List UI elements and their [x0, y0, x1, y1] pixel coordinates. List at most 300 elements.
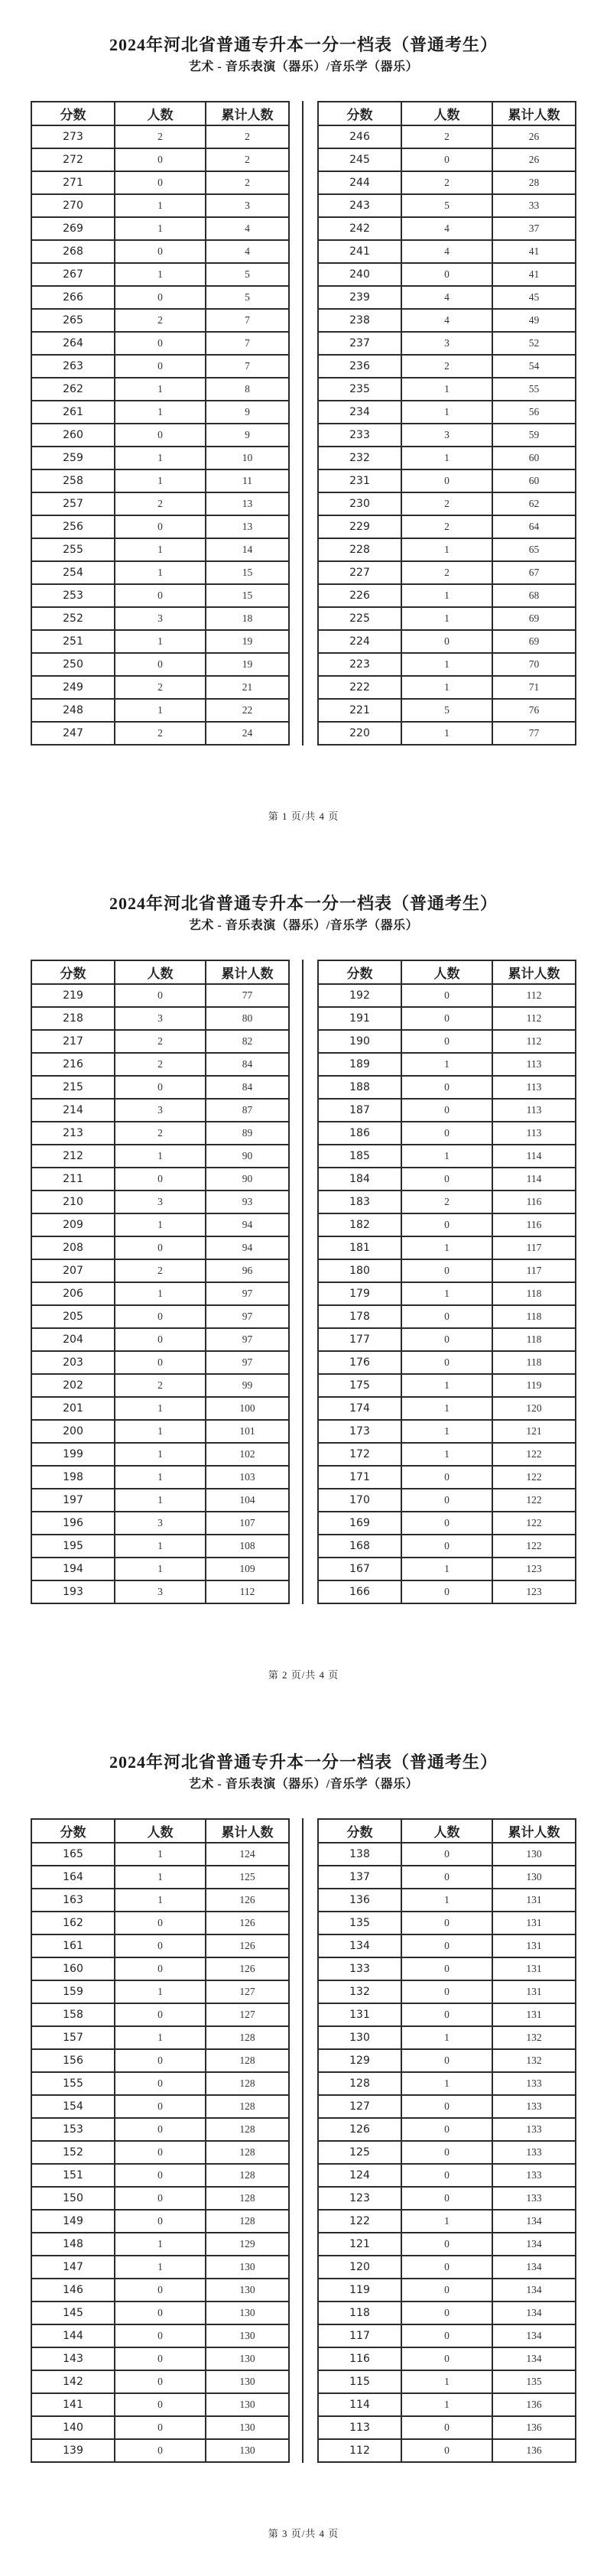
cumulative-cell: 7 [206, 355, 289, 378]
table-row [318, 584, 576, 607]
score-cell: 248 [31, 699, 115, 722]
cumulative-cell: 97 [206, 1305, 289, 1328]
cumulative-cell: 133 [492, 2141, 576, 2164]
score-cell: 192 [318, 984, 401, 1007]
cumulative-cell: 114 [492, 1168, 576, 1191]
cumulative-cell: 26 [492, 148, 576, 171]
column-header-count: 人数 [115, 960, 206, 984]
table-row [318, 217, 576, 240]
cumulative-cell: 19 [206, 630, 289, 653]
score-cell: 273 [31, 125, 115, 148]
cumulative-cell: 121 [492, 1420, 576, 1443]
cumulative-cell: 112 [492, 1030, 576, 1053]
table-row [318, 676, 576, 699]
score-cell: 146 [31, 2279, 115, 2302]
cumulative-cell: 67 [492, 561, 576, 584]
count-cell: 0 [115, 1912, 206, 1934]
count-cell: 2 [115, 1053, 206, 1076]
column-header-cumulative: 累计人数 [206, 960, 289, 984]
cumulative-cell: 45 [492, 286, 576, 309]
cumulative-cell: 128 [206, 2118, 289, 2141]
count-cell: 0 [401, 1912, 492, 1934]
table-row [318, 2003, 576, 2026]
column-header-score: 分数 [318, 1819, 401, 1843]
score-cell: 180 [318, 1259, 401, 1282]
table-row [318, 1558, 576, 1580]
count-cell: 1 [115, 2233, 206, 2256]
column-header-count: 人数 [115, 102, 206, 125]
count-cell: 0 [115, 584, 206, 607]
score-cell: 244 [318, 171, 401, 194]
score-cell: 166 [318, 1580, 401, 1603]
cumulative-cell: 128 [206, 2072, 289, 2095]
score-cell: 159 [31, 1980, 115, 2003]
count-cell: 5 [401, 194, 492, 217]
count-cell: 1 [115, 1466, 206, 1489]
score-cell: 120 [318, 2256, 401, 2279]
table-row [318, 1934, 576, 1957]
score-cell: 116 [318, 2347, 401, 2370]
count-cell: 0 [115, 653, 206, 676]
cumulative-cell: 108 [206, 1535, 289, 1558]
score-cell: 191 [318, 1007, 401, 1030]
cumulative-cell: 132 [492, 2049, 576, 2072]
score-cell: 131 [318, 2003, 401, 2026]
table-row [31, 1889, 289, 1912]
cumulative-cell: 128 [206, 2095, 289, 2118]
score-cell: 233 [318, 424, 401, 447]
table-row [31, 1866, 289, 1889]
table-row [318, 2324, 576, 2347]
count-cell: 1 [115, 1443, 206, 1466]
table-row [318, 309, 576, 332]
table-row [31, 1053, 289, 1076]
cumulative-cell: 113 [492, 1122, 576, 1145]
cumulative-cell: 2 [206, 125, 289, 148]
table-row [31, 561, 289, 584]
cumulative-cell: 130 [206, 2302, 289, 2324]
cumulative-cell: 69 [492, 607, 576, 630]
score-cell: 243 [318, 194, 401, 217]
cumulative-cell: 131 [492, 1889, 576, 1912]
count-cell: 0 [115, 2302, 206, 2324]
header-row [31, 1819, 289, 1843]
score-cell: 124 [318, 2164, 401, 2187]
count-cell: 1 [115, 630, 206, 653]
count-cell: 0 [401, 2118, 492, 2141]
table-row [318, 194, 576, 217]
count-cell: 0 [115, 2279, 206, 2302]
table-row [318, 1889, 576, 1912]
count-cell: 0 [401, 2187, 492, 2210]
cumulative-cell: 26 [492, 125, 576, 148]
table-row [31, 1980, 289, 2003]
page-footer: 第 3 页/共 4 页 [268, 2528, 339, 2539]
table-row [318, 2026, 576, 2049]
cumulative-cell: 13 [206, 492, 289, 515]
cumulative-cell: 62 [492, 492, 576, 515]
score-cell: 185 [318, 1145, 401, 1168]
count-cell: 0 [115, 2210, 206, 2233]
score-cell: 141 [31, 2393, 115, 2416]
table-row [31, 1168, 289, 1191]
count-cell: 0 [115, 2003, 206, 2026]
table-row [31, 401, 289, 424]
table-row [31, 2118, 289, 2141]
count-cell: 1 [115, 699, 206, 722]
score-cell: 115 [318, 2370, 401, 2393]
cumulative-cell: 126 [206, 1912, 289, 1934]
table-row [31, 2003, 289, 2026]
table-row [31, 194, 289, 217]
score-cell: 127 [318, 2095, 401, 2118]
cumulative-cell: 124 [206, 1843, 289, 1866]
score-cell: 259 [31, 447, 115, 469]
table-row [318, 653, 576, 676]
score-cell: 162 [31, 1912, 115, 1934]
cumulative-cell: 77 [206, 984, 289, 1007]
table-row [31, 286, 289, 309]
cumulative-cell: 122 [492, 1512, 576, 1535]
score-cell: 225 [318, 607, 401, 630]
table-row [318, 332, 576, 355]
cumulative-cell: 82 [206, 1030, 289, 1053]
score-cell: 145 [31, 2302, 115, 2324]
column-header-cumulative: 累计人数 [492, 102, 576, 125]
table-row [31, 2370, 289, 2393]
table-row [318, 2439, 576, 2462]
cumulative-cell: 130 [206, 2416, 289, 2439]
cumulative-cell: 117 [492, 1259, 576, 1282]
cumulative-cell: 102 [206, 1443, 289, 1466]
count-cell: 0 [115, 1168, 206, 1191]
count-cell: 0 [115, 1236, 206, 1259]
score-cell: 258 [31, 469, 115, 492]
table-row [318, 1259, 576, 1282]
cumulative-cell: 120 [492, 1397, 576, 1420]
score-cell: 117 [318, 2324, 401, 2347]
cumulative-cell: 21 [206, 676, 289, 699]
page-footer: 第 2 页/共 4 页 [268, 1669, 339, 1681]
count-cell: 0 [115, 2164, 206, 2187]
score-cell: 227 [318, 561, 401, 584]
count-cell: 1 [401, 2026, 492, 2049]
count-cell: 0 [401, 263, 492, 286]
score-cell: 215 [31, 1076, 115, 1099]
score-cell: 235 [318, 378, 401, 401]
score-cell: 125 [318, 2141, 401, 2164]
score-cell: 170 [318, 1489, 401, 1512]
table-row [31, 171, 289, 194]
cumulative-cell: 112 [492, 984, 576, 1007]
score-cell: 118 [318, 2302, 401, 2324]
count-cell: 0 [401, 1957, 492, 1980]
count-cell: 1 [401, 584, 492, 607]
count-cell: 0 [401, 1122, 492, 1145]
table-row [31, 125, 289, 148]
score-cell: 237 [318, 332, 401, 355]
cumulative-cell: 41 [492, 263, 576, 286]
score-cell: 263 [31, 355, 115, 378]
cumulative-cell: 113 [492, 1053, 576, 1076]
table-row [31, 2393, 289, 2416]
cumulative-cell: 113 [492, 1099, 576, 1122]
score-cell: 147 [31, 2256, 115, 2279]
score-cell: 224 [318, 630, 401, 653]
score-cell: 218 [31, 1007, 115, 1030]
cumulative-cell: 131 [492, 2003, 576, 2026]
table-row [318, 2302, 576, 2324]
table-divider [302, 960, 304, 1604]
cumulative-cell: 97 [206, 1351, 289, 1374]
score-cell: 154 [31, 2095, 115, 2118]
table-row [31, 355, 289, 378]
table-row [31, 2026, 289, 2049]
score-cell: 137 [318, 1866, 401, 1889]
cumulative-cell: 133 [492, 2164, 576, 2187]
score-cell: 173 [318, 1420, 401, 1443]
count-cell: 0 [401, 2095, 492, 2118]
score-cell: 153 [31, 2118, 115, 2141]
cumulative-cell: 7 [206, 332, 289, 355]
table-row [31, 1099, 289, 1122]
score-cell: 113 [318, 2416, 401, 2439]
score-cell: 171 [318, 1466, 401, 1489]
count-cell: 2 [115, 309, 206, 332]
score-cell: 213 [31, 1122, 115, 1145]
score-cell: 222 [318, 676, 401, 699]
header-row [318, 1819, 576, 1843]
table-row [31, 607, 289, 630]
score-cell: 174 [318, 1397, 401, 1420]
table-row [318, 1580, 576, 1603]
table-row [318, 1443, 576, 1466]
score-cell: 142 [31, 2370, 115, 2393]
table-row [318, 1535, 576, 1558]
count-cell: 0 [401, 1489, 492, 1512]
page-title: 2024年河北省普通专升本一分一档表（普通考生） [109, 1753, 498, 1772]
cumulative-cell: 3 [206, 194, 289, 217]
table-row [31, 1397, 289, 1420]
score-cell: 252 [31, 607, 115, 630]
count-cell: 3 [115, 1191, 206, 1213]
count-cell: 1 [115, 1558, 206, 1580]
cumulative-cell: 54 [492, 355, 576, 378]
score-cell: 150 [31, 2187, 115, 2210]
score-cell: 250 [31, 653, 115, 676]
cumulative-cell: 113 [492, 1076, 576, 1099]
column-header-score: 分数 [318, 960, 401, 984]
count-cell: 5 [401, 699, 492, 722]
table-row [31, 2347, 289, 2370]
table-row [31, 1076, 289, 1099]
table-row [31, 492, 289, 515]
count-cell: 2 [115, 676, 206, 699]
count-cell: 1 [401, 653, 492, 676]
score-cell: 196 [31, 1512, 115, 1535]
column-header-count: 人数 [115, 1819, 206, 1843]
cumulative-cell: 130 [492, 1866, 576, 1889]
count-cell: 4 [401, 309, 492, 332]
score-cell: 246 [318, 125, 401, 148]
score-cell: 262 [31, 378, 115, 401]
score-table-right [317, 960, 576, 1604]
table-row [31, 240, 289, 263]
column-header-cumulative: 累计人数 [206, 102, 289, 125]
count-cell: 2 [401, 171, 492, 194]
cumulative-cell: 52 [492, 332, 576, 355]
cumulative-cell: 97 [206, 1328, 289, 1351]
cumulative-cell: 22 [206, 699, 289, 722]
count-cell: 0 [401, 148, 492, 171]
count-cell: 1 [401, 676, 492, 699]
page-title: 2024年河北省普通专升本一分一档表（普通考生） [109, 894, 498, 913]
count-cell: 0 [115, 332, 206, 355]
count-cell: 1 [401, 1889, 492, 1912]
count-cell: 1 [401, 1282, 492, 1305]
score-cell: 199 [31, 1443, 115, 1466]
count-cell: 0 [115, 355, 206, 378]
count-cell: 1 [401, 1558, 492, 1580]
score-cell: 144 [31, 2324, 115, 2347]
score-cell: 176 [318, 1351, 401, 1374]
table-row [318, 1351, 576, 1374]
score-cell: 203 [31, 1351, 115, 1374]
count-cell: 0 [115, 2049, 206, 2072]
count-cell: 3 [115, 1099, 206, 1122]
cumulative-cell: 71 [492, 676, 576, 699]
cumulative-cell: 122 [492, 1466, 576, 1489]
table-row [31, 1934, 289, 1957]
table-row [318, 1489, 576, 1512]
table-row [31, 1580, 289, 1603]
cumulative-cell: 96 [206, 1259, 289, 1282]
count-cell: 0 [401, 630, 492, 653]
count-cell: 0 [401, 2003, 492, 2026]
cumulative-cell: 89 [206, 1122, 289, 1145]
score-cell: 264 [31, 332, 115, 355]
count-cell: 0 [401, 1934, 492, 1957]
cumulative-cell: 114 [492, 1145, 576, 1168]
count-cell: 0 [401, 1213, 492, 1236]
table-row [31, 2416, 289, 2439]
cumulative-cell: 107 [206, 1512, 289, 1535]
count-cell: 1 [401, 607, 492, 630]
score-cell: 128 [318, 2072, 401, 2095]
cumulative-cell: 126 [206, 1934, 289, 1957]
score-cell: 139 [31, 2439, 115, 2462]
count-cell: 1 [115, 2026, 206, 2049]
score-table-left [31, 960, 290, 1604]
count-cell: 1 [115, 1420, 206, 1443]
count-cell: 1 [115, 378, 206, 401]
score-cell: 158 [31, 2003, 115, 2026]
table-row [318, 424, 576, 447]
table-row [31, 699, 289, 722]
table-row [31, 2324, 289, 2347]
header-row [318, 102, 576, 125]
count-cell: 0 [115, 1305, 206, 1328]
score-cell: 247 [31, 722, 115, 745]
score-cell: 272 [31, 148, 115, 171]
cumulative-cell: 130 [206, 2393, 289, 2416]
table-row [318, 2347, 576, 2370]
table-row [31, 1259, 289, 1282]
score-table-right [317, 101, 576, 746]
cumulative-cell: 9 [206, 401, 289, 424]
cumulative-cell: 130 [206, 2279, 289, 2302]
count-cell: 1 [115, 1145, 206, 1168]
score-cell: 239 [318, 286, 401, 309]
cumulative-cell: 24 [206, 722, 289, 745]
table-row [31, 2072, 289, 2095]
count-cell: 0 [401, 2256, 492, 2279]
score-cell: 167 [318, 1558, 401, 1580]
score-cell: 161 [31, 1934, 115, 1957]
cumulative-cell: 2 [206, 148, 289, 171]
cumulative-cell: 136 [492, 2439, 576, 2462]
table-row [318, 2095, 576, 2118]
cumulative-cell: 133 [492, 2072, 576, 2095]
table-row [318, 2416, 576, 2439]
cumulative-cell: 119 [492, 1374, 576, 1397]
table-row [31, 722, 289, 745]
cumulative-cell: 84 [206, 1076, 289, 1099]
count-cell: 3 [115, 1580, 206, 1603]
count-cell: 0 [401, 2347, 492, 2370]
count-cell: 1 [401, 1236, 492, 1259]
count-cell: 0 [115, 2347, 206, 2370]
count-cell: 0 [115, 2393, 206, 2416]
cumulative-cell: 128 [206, 2026, 289, 2049]
cumulative-cell: 129 [206, 2233, 289, 2256]
score-cell: 148 [31, 2233, 115, 2256]
score-cell: 206 [31, 1282, 115, 1305]
table-row [318, 2072, 576, 2095]
cumulative-cell: 128 [206, 2187, 289, 2210]
score-cell: 212 [31, 1145, 115, 1168]
table-row [318, 240, 576, 263]
cumulative-cell: 128 [206, 2164, 289, 2187]
count-cell: 1 [115, 217, 206, 240]
score-cell: 211 [31, 1168, 115, 1191]
score-cell: 122 [318, 2210, 401, 2233]
score-cell: 245 [318, 148, 401, 171]
count-cell: 2 [401, 355, 492, 378]
score-cell: 229 [318, 515, 401, 538]
table-row [318, 1328, 576, 1351]
table-row [31, 584, 289, 607]
cumulative-cell: 125 [206, 1866, 289, 1889]
count-cell: 0 [401, 2141, 492, 2164]
cumulative-cell: 8 [206, 378, 289, 401]
cumulative-cell: 118 [492, 1305, 576, 1328]
score-cell: 133 [318, 1957, 401, 1980]
count-cell: 1 [401, 2370, 492, 2393]
score-cell: 202 [31, 1374, 115, 1397]
count-cell: 0 [115, 2324, 206, 2347]
cumulative-cell: 126 [206, 1957, 289, 1980]
cumulative-cell: 49 [492, 309, 576, 332]
count-cell: 1 [115, 469, 206, 492]
column-header-score: 分数 [318, 102, 401, 125]
score-cell: 172 [318, 1443, 401, 1466]
table-row [318, 2187, 576, 2210]
table-row [318, 2233, 576, 2256]
cumulative-cell: 130 [206, 2347, 289, 2370]
score-cell: 232 [318, 447, 401, 469]
score-cell: 254 [31, 561, 115, 584]
